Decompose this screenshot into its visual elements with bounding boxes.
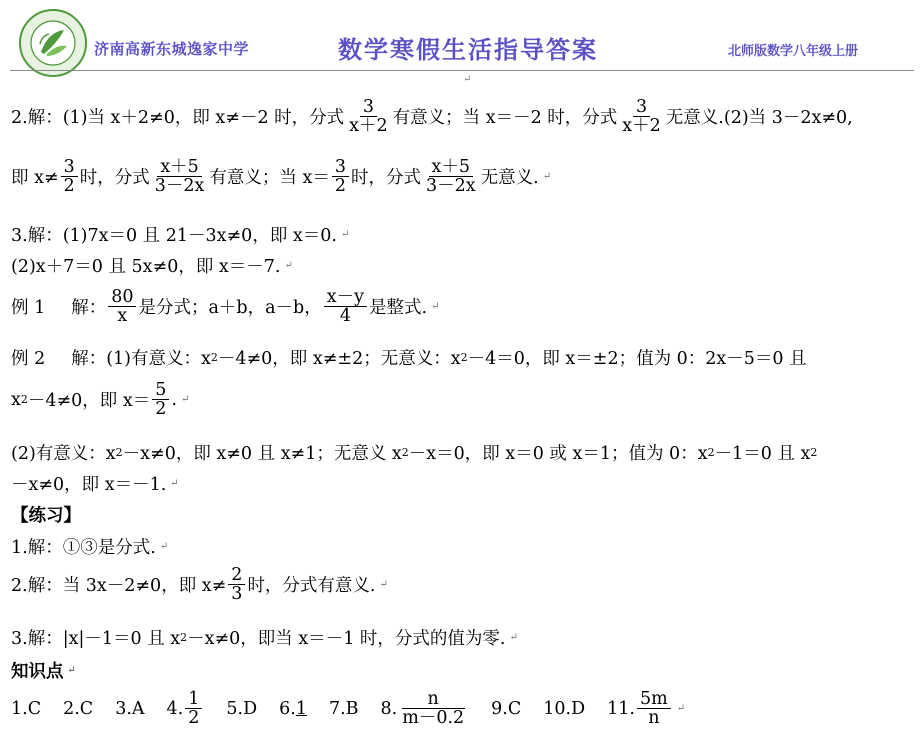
header-divider: [10, 70, 914, 71]
fraction: $\frac{n}{m-0.2}$: [402, 689, 465, 729]
school-logo: [18, 8, 88, 78]
knowledge-heading: 知识点 ↵: [11, 662, 76, 682]
school-name: 济南高新东城逸家中学: [94, 40, 250, 58]
return-mark-icon: ↵: [170, 478, 179, 489]
fraction: $\frac{3}{x+2}$: [349, 97, 388, 137]
return-mark-icon: ↵: [379, 579, 388, 591]
practice-3: 3.解：|x|－1＝0 且 x 2 －x≠0，即当 x＝－1 时，分式的值为零. ↵: [11, 629, 518, 649]
return-mark-icon: ↵: [542, 171, 552, 183]
return-mark-icon: ↵: [509, 632, 518, 643]
answer-2-line-1: 2.解：(1)当 x＋2≠0，即 x≠－2 时，分式 $\frac{3}{x+2}$ 有意义；当 x＝－2 时，分式 $\frac{3}{x+2}$ 无意义.(2)当 3－2x≠0,: [11, 97, 853, 137]
return-mark-icon: ↵: [180, 394, 190, 406]
fraction: $\frac{5}{2}$: [152, 381, 169, 419]
fraction: $\frac{3}{x+2}$: [622, 97, 661, 137]
answer-3-line-1: 3.解：(1)7x＝0 且 21－3x≠0，即 x＝0. ↵: [11, 226, 350, 246]
example-2-part-2-line-1: (2)有意义：x 2 －x≠0，即 x≠0 且 x≠1；无意义 x 2 －x＝0，即 x＝0 或 x＝1；值为 0：x 2 －1＝0 且 x 2: [11, 444, 818, 464]
return-mark-icon: ↵: [463, 74, 472, 85]
return-mark-icon: ↵: [340, 229, 350, 240]
practice-2: 2.解：当 3x－2≠0，即 x≠ $\frac{2}{3}$ 时，分式有意义. ↵: [11, 565, 388, 605]
page-title: 数学寒假生活指导答案: [338, 36, 598, 64]
return-mark-icon: ↵: [284, 260, 293, 271]
fraction: $\frac{3}{2}$: [332, 158, 349, 196]
example-2-part-2-line-2: －x≠0，即 x＝－1. ↵: [11, 475, 179, 495]
answer-list: 1.C 2.C 3.A 4. $\frac{1}{2}$ 5.D 6. 1 7.B 8. $\frac{n}{m-0.2}$ 9.C 10.D 11. $\frac{5m}{n}$ ↵: [11, 689, 686, 729]
fraction: $\frac{x-y}{4}$: [324, 288, 367, 326]
return-mark-icon: ↵: [431, 301, 440, 313]
answer-2-line-2: 即 x≠ $\frac{3}{2}$ 时，分式 $\frac{x+5}{3-2x}$ 有意义；当 x＝ $\frac{3}{2}$ 时，分式 $\frac{x+5}{3-2x}$ 无意义. ↵: [11, 157, 552, 197]
example-1: 例 1 解： $\frac{80}{x}$ 是分式；a＋b，a－b， $\frac{x-y}{4}$ 是整式. ↵: [11, 287, 440, 327]
answer-3-line-2: (2)x＋7＝0 且 5x≠0，即 x＝－7. ↵: [11, 257, 293, 277]
return-mark-icon: ↵: [159, 541, 169, 552]
example-2-line-1: 例 2 解： (1)有意义：x 2 －4≠0，即 x≠±2；无意义：x 2 －4＝0，即 x＝±2；值为 0：2x－5＝0 且: [11, 349, 807, 369]
page-header: [0, 0, 924, 86]
fraction: $\frac{2}{3}$: [228, 566, 245, 604]
fraction: $\frac{x+5}{3-2x}$: [425, 157, 476, 197]
fraction: $\frac{3}{2}$: [61, 158, 78, 196]
return-mark-icon: ↵: [67, 665, 76, 676]
practice-heading: 【练习】: [11, 506, 81, 526]
edition-label: 北师版数学八年级上册: [728, 44, 859, 59]
fraction: $\frac{x+5}{3-2x}$: [154, 157, 205, 197]
practice-1: 1.解：①③是分式. ↵: [11, 538, 169, 558]
fraction: $\frac{5m}{n}$: [637, 690, 671, 728]
fraction: $\frac{80}{x}$: [108, 288, 136, 326]
fraction: $\frac{1}{2}$: [185, 690, 202, 728]
return-mark-icon: ↵: [676, 703, 686, 715]
example-2-line-2: x 2 －4≠0，即 x＝ $\frac{5}{2}$ . ↵: [11, 380, 190, 420]
